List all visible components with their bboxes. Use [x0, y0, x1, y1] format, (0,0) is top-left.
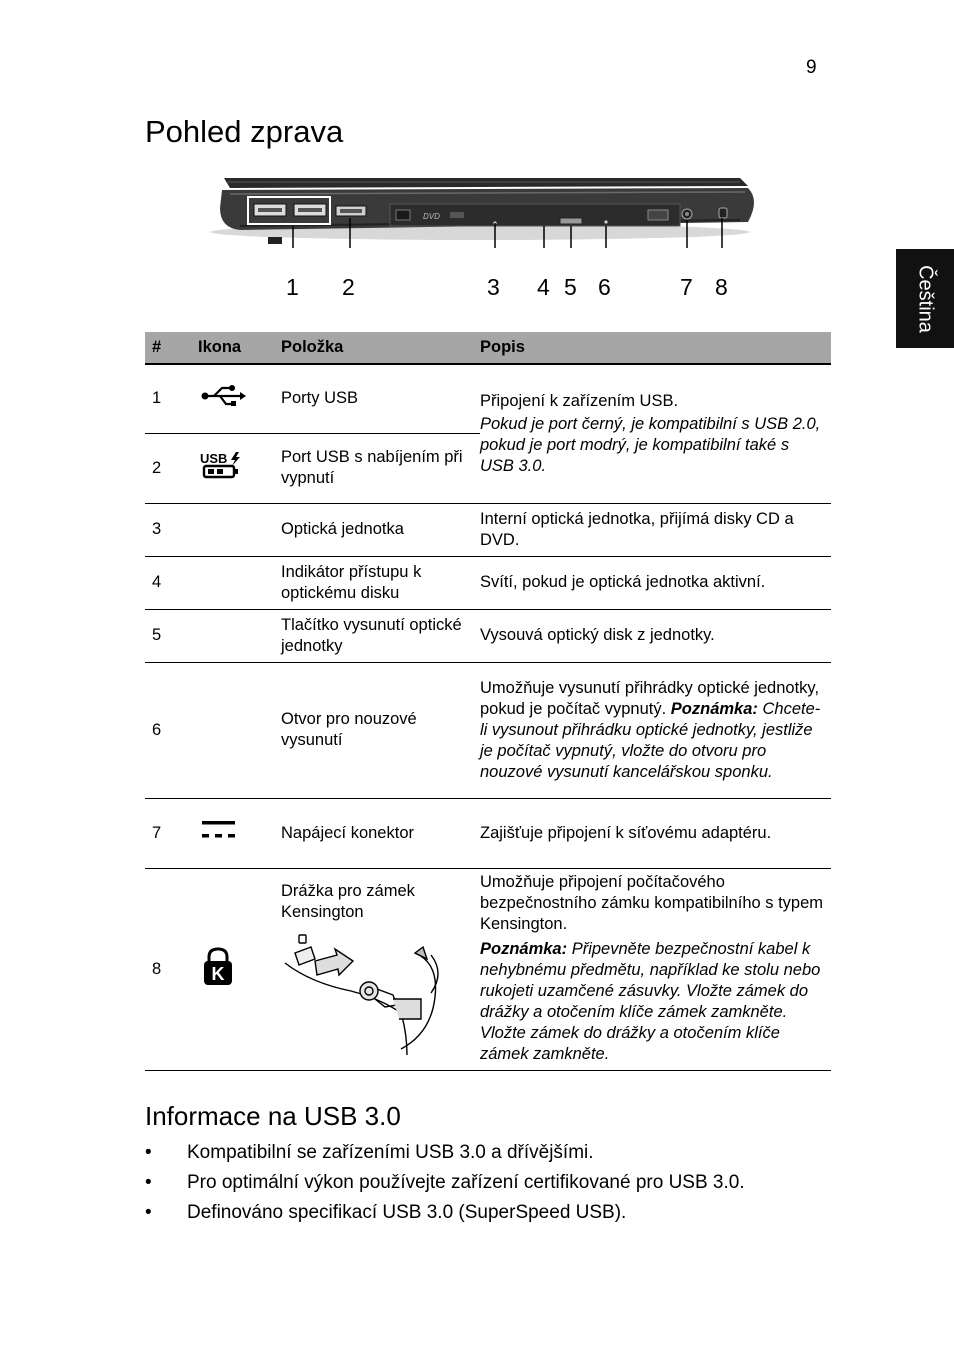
list-item: • Pro optimální výkon používejte zařízení certifikované pro USB 3.0. [145, 1171, 745, 1201]
row-num: 3 [145, 503, 198, 556]
table-row [145, 662, 831, 798]
list-item: • Definováno specifikací USB 3.0 (SuperSpeed USB). [145, 1201, 745, 1231]
header-icon: Ikona [198, 332, 281, 364]
usb-note: Pokud je port černý, je kompatibilní s USB 2.0, pokud je port modrý, je kompatibilní také s USB 3.0. [480, 414, 821, 475]
row-item: Port USB s nabíjením při vypnutí [281, 433, 480, 503]
page-title: Pohled zprava [145, 114, 344, 149]
table-row [145, 868, 831, 1070]
page-number: 9 [806, 57, 817, 78]
row-num: 4 [145, 556, 198, 609]
note-label: Poznámka: [670, 699, 758, 718]
callout-4: 4 [537, 274, 550, 300]
row-desc [480, 662, 831, 798]
usb-charge-icon-text: USB [200, 451, 228, 466]
note-label: Poznámka: [480, 939, 568, 958]
kensington-lock-icon-text: K [211, 964, 225, 984]
row-icon-cell [198, 433, 281, 503]
row-item: Napájecí konektor [281, 798, 480, 868]
note-text: Chcete-li vysunout přihrádku optické jednotky, jestliže je počítač vypnutý, vložte do otvoru pro nouzové vysunutí kancelářskou sponku. [480, 699, 821, 781]
usb-charge-icon [198, 450, 244, 480]
kensington-lock-icon [198, 946, 238, 986]
language-tab-label: Čeština [914, 264, 937, 333]
usb-section-title: Informace na USB 3.0 [145, 1101, 401, 1131]
table-row [145, 364, 831, 433]
callout-3: 3 [487, 274, 500, 300]
list-item: • Kompatibilní se zařízeními USB 3.0 a dřívějšími. [145, 1141, 745, 1171]
row-item: Optická jednotka [281, 503, 480, 556]
dvd-logo: DVD [423, 212, 440, 221]
usb-icon [198, 383, 246, 409]
row-num: 7 [145, 798, 198, 868]
usb-bullet-list [145, 1141, 745, 1231]
row-desc-text: Umožňuje vysunutí přihrádky optické jednotky, pokud je počítač vypnutý. [480, 678, 820, 718]
callout-7: 7 [680, 274, 693, 300]
row-desc: Svítí, pokud je optická jednotka aktivní. [480, 556, 831, 609]
kensington-lock-illustration [281, 933, 451, 1058]
header-item: Položka [281, 332, 480, 364]
table-row [145, 503, 831, 556]
row-num: 5 [145, 609, 198, 662]
row-desc-text: Umožňuje připojení počítačového bezpečnostního zámku kompatibilního s typem Kensington. [480, 872, 824, 933]
row-icon-cell [198, 798, 281, 868]
row-desc: Zajišťuje připojení k síťovému adaptéru. [480, 798, 831, 868]
callout-8: 8 [715, 274, 728, 300]
callout-5: 5 [564, 274, 577, 300]
table-row [145, 609, 831, 662]
table-row [145, 798, 831, 868]
row-desc: Vysouvá optický disk z jednotky. [480, 609, 831, 662]
row-icon-cell [198, 364, 281, 433]
row-item-cell [281, 868, 480, 1070]
row-item: Indikátor přístupu k optickému disku [281, 556, 480, 609]
row-num: 8 [145, 868, 198, 1070]
row-item: Porty USB [281, 364, 480, 433]
row-item: Drážka pro zámek Kensington [281, 881, 415, 921]
row-item: Otvor pro nouzové vysunutí [281, 662, 480, 798]
callout-6: 6 [598, 274, 611, 300]
row-num: 1 [145, 364, 198, 433]
note-text: Připevněte bezpečnostní kabel k nehybnému předmětu, například ke stolu nebo rukojeti uzamčené zásuvky. Vložte zámek do drážky a otočením klíče zámek zamkněte. Vložte zámek do drážky a otočením klíče zámek zamkněte. [480, 939, 821, 1063]
ports-table [145, 332, 831, 1071]
table-header-row [145, 332, 831, 364]
row-desc-usb [480, 364, 831, 503]
usb-desc: Připojení k zařízením USB. [480, 391, 679, 410]
callout-1: 1 [286, 274, 299, 300]
dc-power-icon [198, 818, 238, 842]
table-row [145, 556, 831, 609]
laptop-right-side-illustration [200, 168, 760, 248]
callout-numbers [0, 274, 954, 310]
callout-2: 2 [342, 274, 355, 300]
row-desc [480, 868, 831, 1070]
row-desc: Interní optická jednotka, přijímá disky CD a DVD. [480, 503, 831, 556]
row-item: Tlačítko vysunutí optické jednotky [281, 609, 480, 662]
row-num: 2 [145, 433, 198, 503]
row-num: 6 [145, 662, 198, 798]
header-num: # [145, 332, 198, 364]
row-icon-cell [198, 868, 281, 1070]
header-desc: Popis [480, 332, 831, 364]
